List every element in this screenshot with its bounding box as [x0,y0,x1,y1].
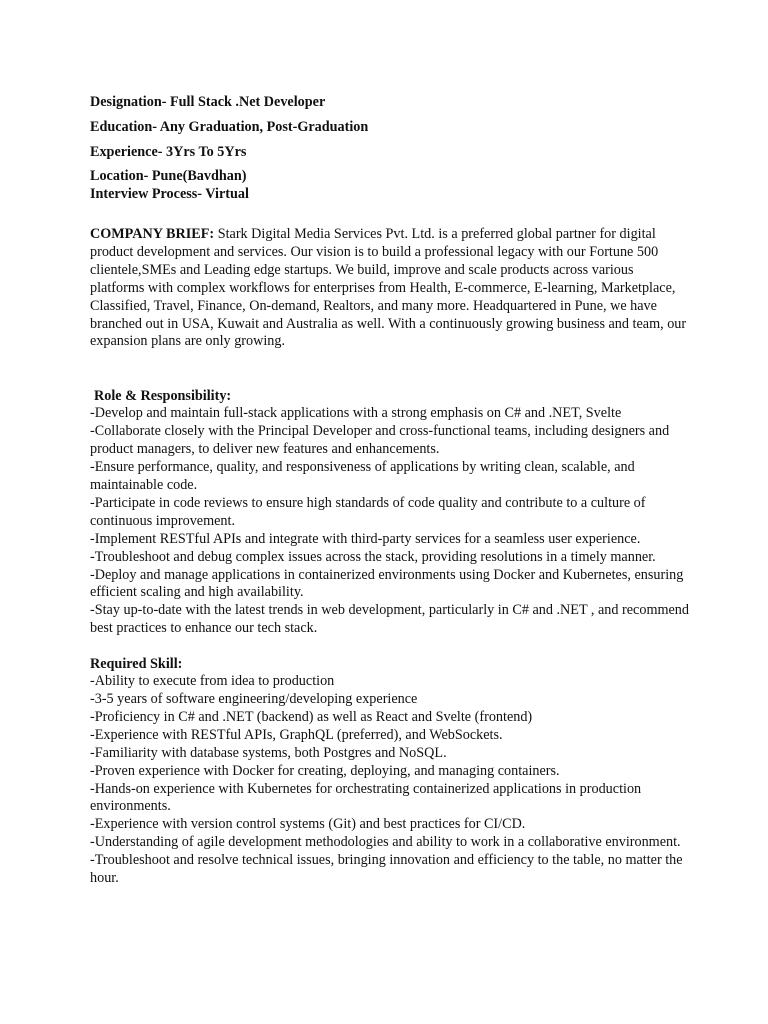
role-item: -Troubleshoot and debug complex issues across the stack, providing resolutions in a timely manner. [90,548,656,565]
required-skill-list [90,673,690,888]
designation-line: Designation- Full Stack .Net Developer [90,94,326,110]
skill-item: -Experience with RESTful APIs, GraphQL (preferred), and WebSockets. [90,726,503,743]
role-item: -Ensure performance, quality, and responsiveness of applications by writing clean, scalable, and maintainable code. [90,459,635,493]
skill-item: -Proficiency in C# and .NET (backend) as well as React and Svelte (frontend) [90,708,533,725]
required-skill-section [90,655,690,888]
role-item: -Deploy and manage applications in containerized environments using Docker and Kubernetes, ensuring efficient scaling and high availability. [90,566,684,601]
role-item: -Participate in code reviews to ensure high standards of code quality and contribute to a culture of continuous improvement. [90,494,646,529]
skill-item: -Troubleshoot and resolve technical issues, bringing innovation and efficiency to the table, no matter the hour. [90,852,683,887]
company-brief [90,226,690,351]
skill-item: -Ability to execute from idea to production [90,673,335,690]
skill-item: -3-5 years of software engineering/developing experience [90,691,418,708]
role-responsibility-list [90,405,690,638]
skill-item: -Experience with version control systems (Git) and best practices for CI/CD. [90,816,526,833]
experience-line: Experience- 3Yrs To 5Yrs [90,144,247,160]
document-content [90,93,690,888]
role-item: -Collaborate closely with the Principal Developer and cross-functional teams, including designers and product managers, to deliver new features and enhancements. [90,423,670,458]
role-item: -Develop and maintain full-stack applications with a strong emphasis on C# and .NET, Svelte [90,405,622,422]
education-line: Education- Any Graduation, Post-Graduation [90,119,369,135]
required-skill-title: Required Skill: [90,656,183,673]
skill-item: -Understanding of agile development methodologies and ability to work in a collaborative environment. [90,834,681,851]
role-responsibility-title: Role & Responsibility: [94,388,232,405]
role-responsibility-section [90,387,690,638]
role-item: -Stay up-to-date with the latest trends in web development, particularly in C# and .NET , and recommend best practices to enhance our tech stack. [90,602,689,637]
company-brief-label: COMPANY BRIEF: [90,226,215,242]
interview-process-line: Interview Process- Virtual [90,186,249,202]
skill-item: -Familiarity with database systems, both Postgres and NoSQL. [90,744,447,761]
skill-item: -Proven experience with Docker for creating, deploying, and managing containers. [90,762,560,779]
skill-item: -Hands-on experience with Kubernetes for orchestrating containerized applications in production environments. [90,780,642,815]
company-brief-text: Stark Digital Media Services Pvt. Ltd. is a preferred global partner for digital product development and services. Our vision is to build a professional legacy with our Fortune 500 clientele,SMEs and Leading edge startups. We build, improve and scale products across various platforms with complex workflows for enterprises from Health, E-commerce, E-learning, Marketplace, Classified, Travel, Finance, On-demand, Realtors, and many more. Headquartered in Pune, we have branched out in USA, Kuwait and Australia as well. With a continuously growing business and team, our expansion plans are only growing. [90,226,687,350]
role-item: -Implement RESTful APIs and integrate with third-party services for a seamless user experience. [90,530,641,547]
location-line: Location- Pune(Bavdhan) [90,168,247,184]
